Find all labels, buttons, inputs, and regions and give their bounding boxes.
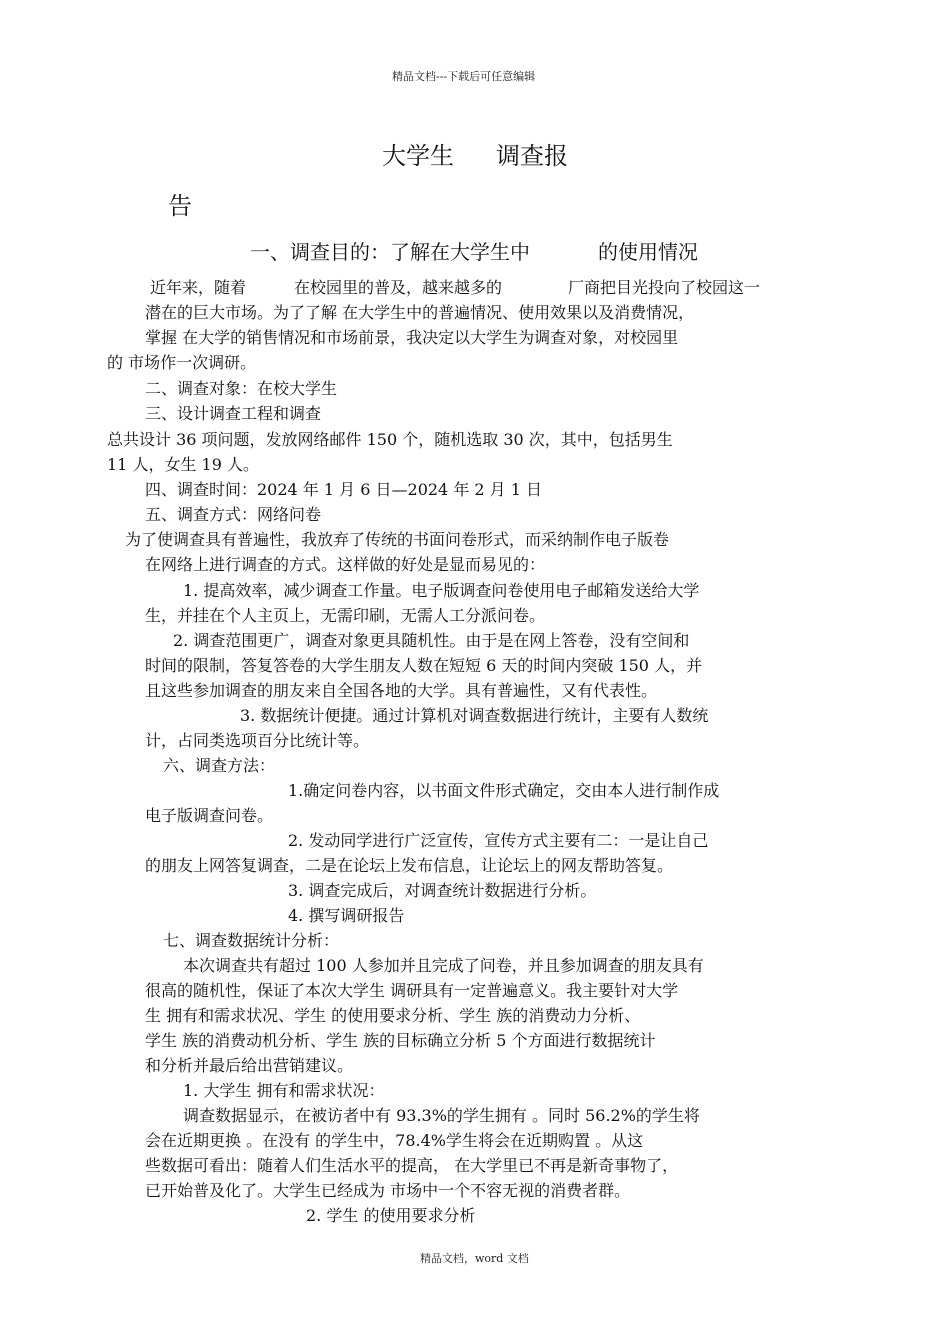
title-part-2: 调查报 <box>496 142 568 170</box>
title-part-3: 告 <box>168 192 192 220</box>
section-5-item-1a: 1. 提高效率，减少调查工作量。电子版调查问卷使用电子邮箱发送给大学 <box>183 581 700 600</box>
section-6-item-2a: 2. 发动同学进行广泛宣传，宣传方式主要有二：一是让自己 <box>288 831 709 850</box>
section-2-heading: 二、调查对象：在校大学生 <box>145 379 338 398</box>
section-6-item-4: 4. 撰写调研报告 <box>288 906 405 925</box>
section-7-sub-1-line-3: 些数据可看出：随着人们生活水平的提高， 在大学里已不再是新奇事物了， <box>145 1156 679 1175</box>
section-6-heading: 六、调查方法： <box>163 756 276 775</box>
intro-line-3: 掌握 在大学的销售情况和市场前景，我决定以大学生为调查对象，对校园里 <box>145 328 679 347</box>
section-5-item-3b: 计，占同类选项百分比统计等。 <box>145 731 370 750</box>
section-6-item-1a: 1.确定问卷内容，以书面文件形式确定，交由本人进行制作成 <box>288 781 720 800</box>
section-6-item-1b: 电子版调查问卷。 <box>145 806 274 825</box>
section-7-sub-1-line-1: 调查数据显示，在被访者中有 93.3%的学生拥有 。同时 56.2%的学生将 <box>183 1106 700 1125</box>
section-7-para-1: 本次调查共有超过 100 人参加并且完成了问卷，并且参加调查的朋友具有 <box>183 956 704 975</box>
section-7-sub-1-line-4: 已开始普及化了。大学生已经成为 市场中一个不容无视的消费者群。 <box>145 1181 631 1200</box>
section-3-line-2: 11 人，女生 19 人。 <box>107 455 259 474</box>
section-5-item-1b: 生，并挂在个人主页上，无需印刷，无需人工分派问卷。 <box>145 606 546 625</box>
section-7-para-5: 和分析并最后给出营销建议。 <box>145 1056 354 1075</box>
section-7-heading: 七、调查数据统计分析： <box>163 931 340 950</box>
intro-line-1a: 近年来，随着 <box>150 278 247 297</box>
intro-line-1c: 厂商把目光投向了校园这一 <box>568 278 761 297</box>
section-3-line-1: 总共设计 36 项问题，发放网络邮件 150 个，随机选取 30 次，其中，包括男生 <box>107 430 673 449</box>
section-5-line-2: 在网络上进行调查的方式。这样做的好处是显而易见的： <box>145 555 546 574</box>
section-5-item-2a: 2. 调查范围更广，调查对象更具随机性。由于是在网上答卷，没有空间和 <box>173 631 690 650</box>
section-5-item-2c: 且这些参加调查的朋友来自全国各地的大学。具有普遍性，又有代表性。 <box>145 681 658 700</box>
section-1-heading-b: 的使用情况 <box>598 240 698 264</box>
section-7-para-4: 学生 族的消费动机分析、学生 族的目标确立分析 5 个方面进行数据统计 <box>145 1031 656 1050</box>
section-6-item-3: 3. 调查完成后，对调查统计数据进行分析。 <box>288 881 597 900</box>
section-7-subheading-2: 2. 学生 的使用要求分析 <box>306 1206 476 1225</box>
page-header: 精品文档---下载后可任意编辑 <box>392 70 536 83</box>
section-5-line-1: 为了使调查具有普遍性，我放弃了传统的书面问卷形式，而采纳制作电子版卷 <box>125 530 670 549</box>
section-1-heading-a: 一、调查目的：了解在大学生中 <box>250 240 530 264</box>
section-4-heading: 四、调查时间：2024 年 1 月 6 日—2024 年 2 月 1 日 <box>145 480 543 499</box>
section-7-para-2: 很高的随机性，保证了本次大学生 调研具有一定普遍意义。我主要针对大学 <box>145 981 679 1000</box>
intro-line-2: 潜在的巨大市场。为了了解 在大学生中的普遍情况、使用效果以及消费情况， <box>145 303 695 322</box>
intro-line-4: 的 市场作一次调研。 <box>107 353 257 372</box>
section-7-subheading-1: 1. 大学生 拥有和需求状况： <box>183 1081 385 1100</box>
section-5-item-2b: 时间的限制，答复答卷的大学生朋友人数在短短 6 天的时间内突破 150 人，并 <box>145 656 703 675</box>
section-5-item-3a: 3. 数据统计便捷。通过计算机对调查数据进行统计，主要有人数统 <box>240 706 709 725</box>
section-7-para-3: 生 拥有和需求状况、学生 的使用要求分析、学生 族的消费动力分析、 <box>145 1006 641 1025</box>
intro-line-1b: 在校园里的普及，越来越多的 <box>294 278 503 297</box>
section-3-heading: 三、设计调查工程和调查 <box>145 404 322 423</box>
section-5-heading: 五、调查方式：网络问卷 <box>145 505 322 524</box>
page-footer: 精品文档，word 文档 <box>420 1252 529 1265</box>
section-7-sub-1-line-2: 会在近期更换 。在没有 的学生中，78.4%学生将会在近期购置 。从这 <box>145 1131 644 1150</box>
section-6-item-2b: 的朋友上网答复调查，二是在论坛上发布信息，让论坛上的网友帮助答复。 <box>145 856 674 875</box>
title-part-1: 大学生 <box>382 142 454 170</box>
